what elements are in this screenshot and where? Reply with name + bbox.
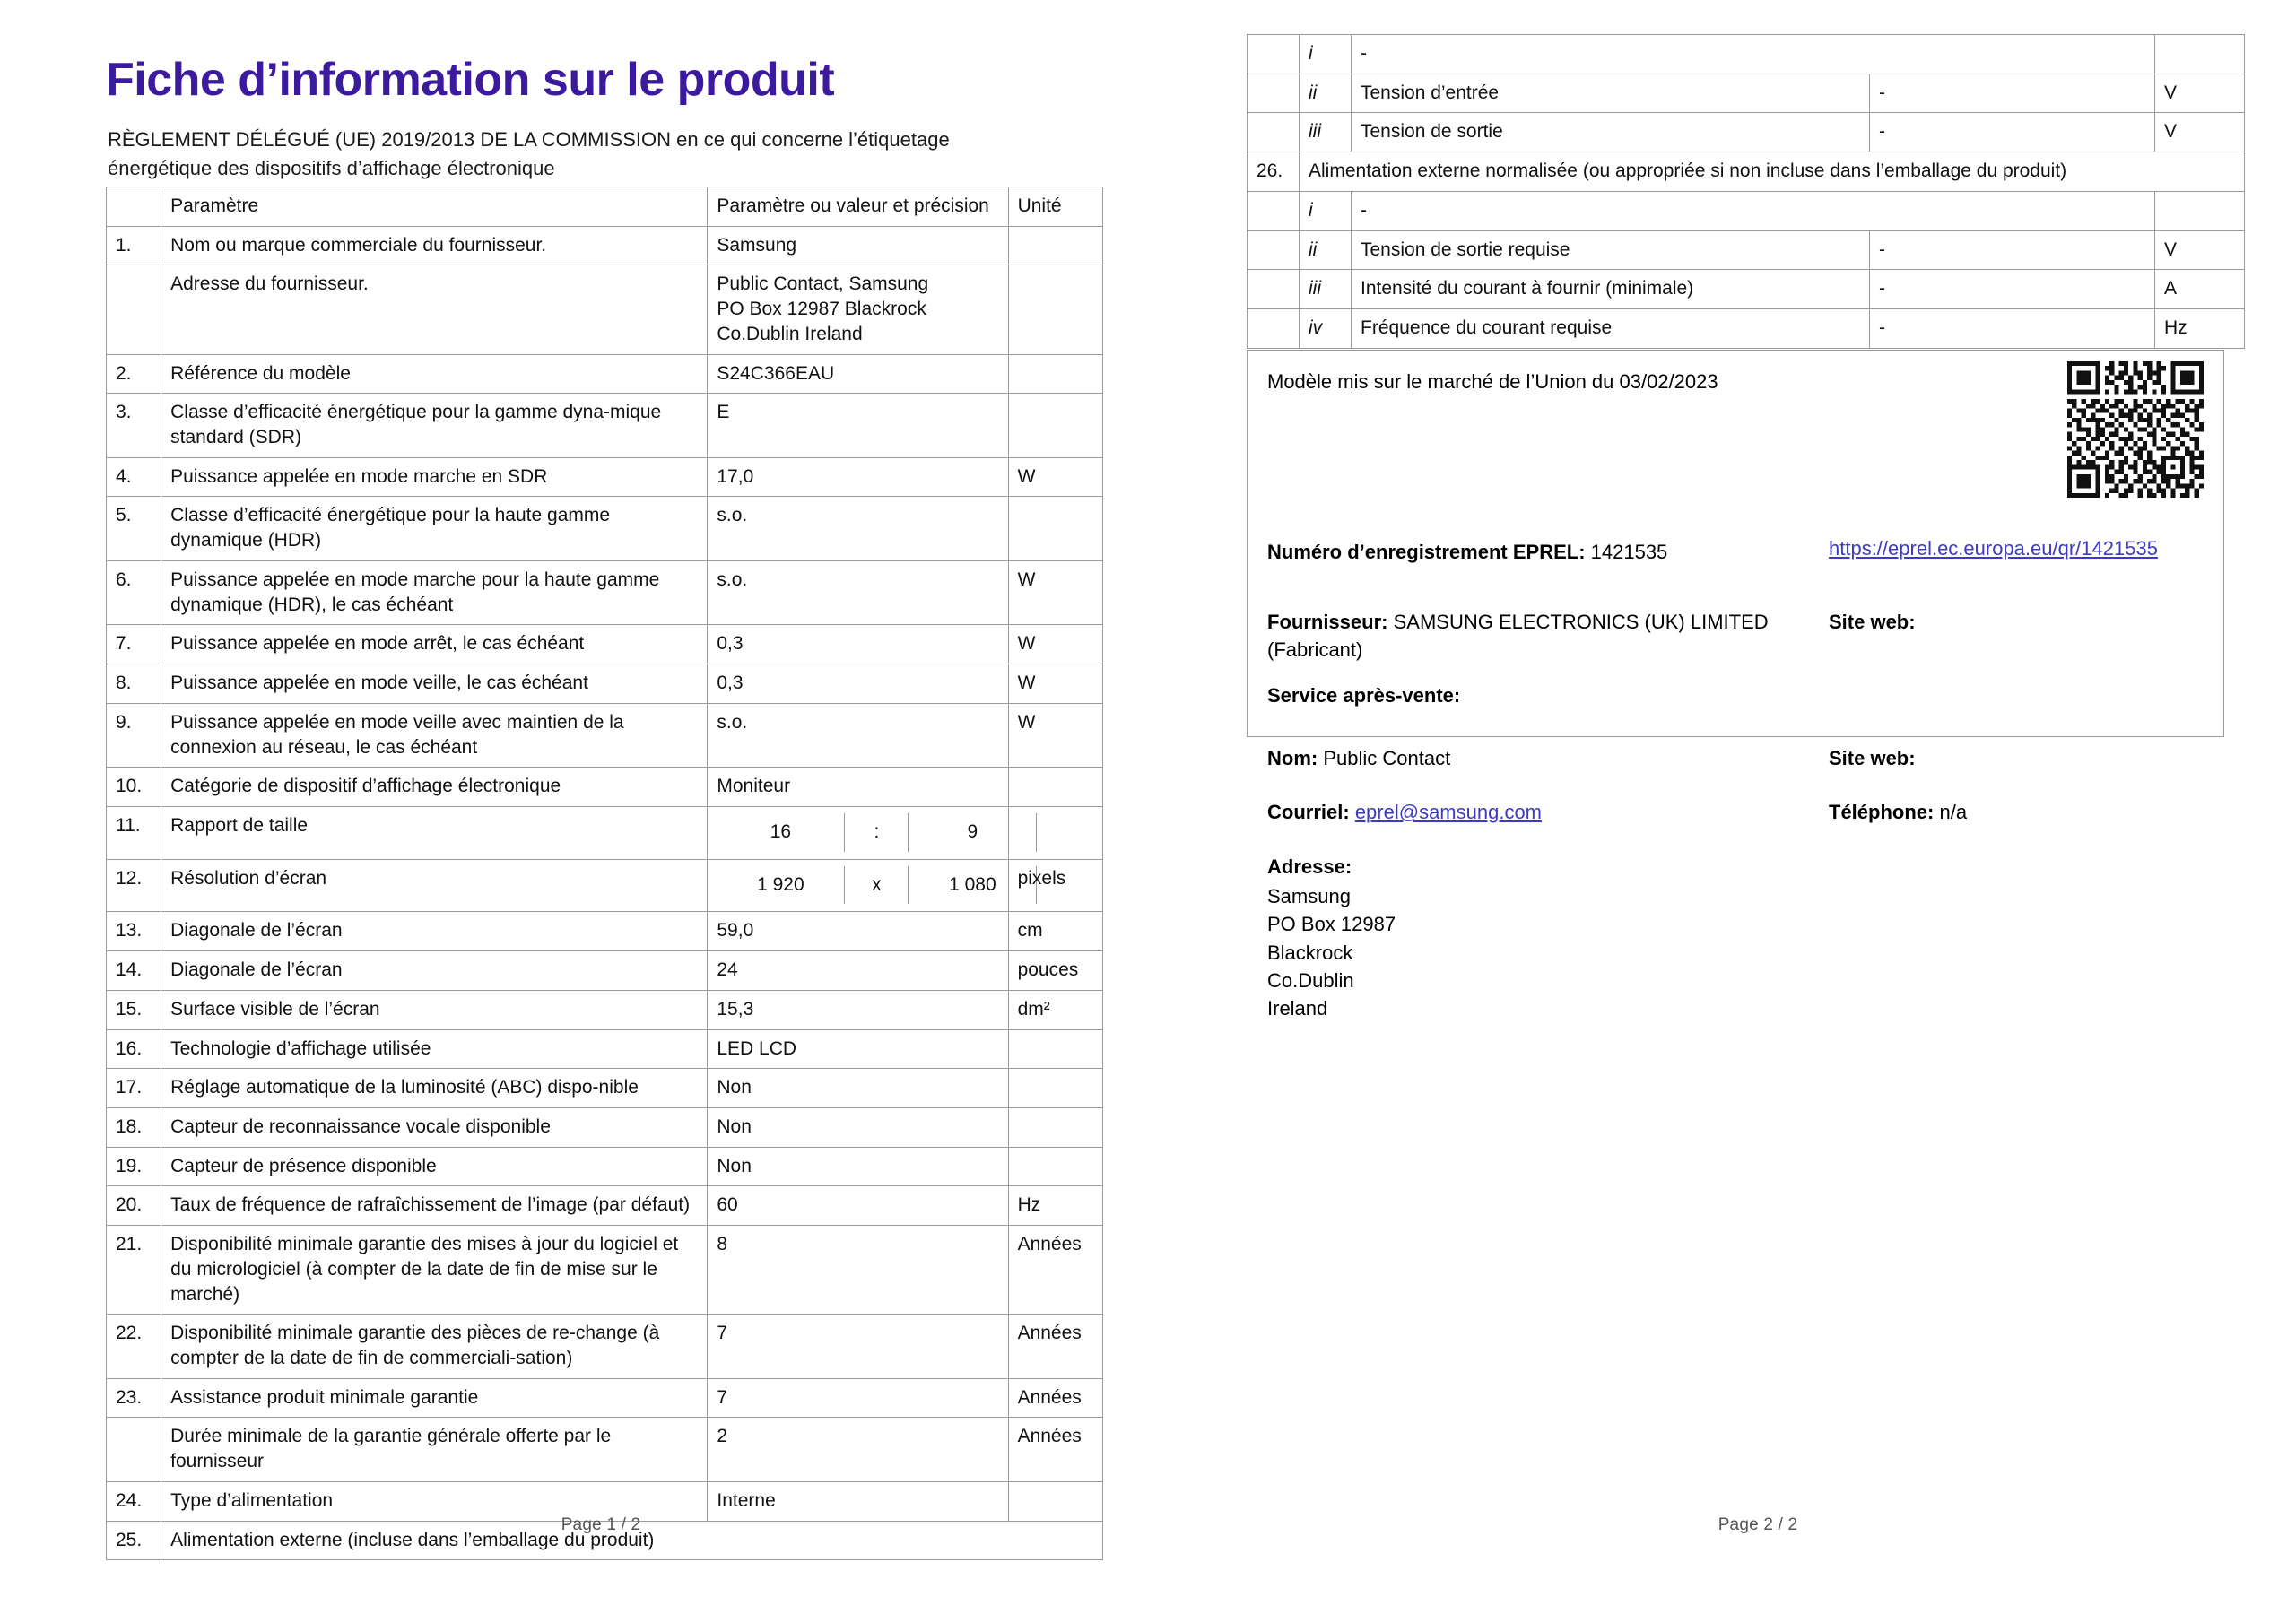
- row-unit: [1008, 1107, 1102, 1147]
- row-unit: dm²: [1008, 990, 1102, 1029]
- row-value: 24: [708, 951, 1008, 991]
- table-row: [1248, 113, 2245, 152]
- table-row: [107, 859, 1103, 912]
- row-number: 4.: [107, 457, 161, 497]
- row-parameter: Durée minimale de la garantie générale offerte par le fournisseur: [161, 1418, 708, 1481]
- eprel-value: 1421535: [1590, 541, 1668, 563]
- row-roman-numeral: iii: [1300, 113, 1352, 152]
- row-unit: pixels: [1008, 859, 1102, 912]
- row-parameter: Puissance appelée en mode veille avec maintien de la connexion au réseau, le cas échéant: [161, 703, 708, 767]
- row-number: 3.: [107, 394, 161, 457]
- table-row: [107, 560, 1103, 624]
- table-row: [107, 1315, 1103, 1378]
- row-roman-numeral: iii: [1300, 270, 1352, 309]
- row-number: 11.: [107, 806, 161, 859]
- row-value: 17,0: [708, 457, 1008, 497]
- row-value: 8: [708, 1226, 1008, 1315]
- row-parameter: Nom ou marque commerciale du fournisseur.: [161, 226, 708, 265]
- regulation-subtitle: [108, 126, 1004, 183]
- table-row: [107, 1107, 1103, 1147]
- row-number: [1248, 309, 1300, 349]
- row-number: 14.: [107, 951, 161, 991]
- service-website-row: [1829, 745, 2205, 773]
- row-parameter: Adresse du fournisseur.: [161, 265, 708, 354]
- row-label: Fréquence du courant requise: [1352, 309, 1870, 349]
- table-row: [107, 951, 1103, 991]
- page-title: Fiche d’information sur le produit: [106, 54, 835, 106]
- table-row: [107, 1418, 1103, 1481]
- contact-name-value: Public Contact: [1323, 747, 1451, 769]
- service-website-label: Site web:: [1829, 747, 1916, 769]
- table-row: [107, 265, 1103, 354]
- regulation-scope: en ce qui concerne l’étiquetage énergétique des dispositifs d’affichage électronique: [108, 128, 950, 179]
- row-value-b: 9: [909, 813, 1037, 852]
- row-unit: V: [2155, 74, 2245, 113]
- row-label: -: [1352, 35, 2155, 74]
- row-number: 18.: [107, 1107, 161, 1147]
- row-value: Non: [708, 1069, 1008, 1108]
- row-value: 15,3: [708, 990, 1008, 1029]
- eprel-url-link[interactable]: https://eprel.ec.europa.eu/qr/1421535: [1829, 537, 2158, 560]
- row-number: 8.: [107, 664, 161, 704]
- row-number: 10.: [107, 768, 161, 807]
- row-label: Tension de sortie requise: [1352, 230, 1870, 270]
- row-unit: [1008, 768, 1102, 807]
- row-value: Samsung: [708, 226, 1008, 265]
- row-parameter: Disponibilité minimale garantie des pièces de re-change (à compter de la date de fin de commerciali-sation): [161, 1315, 708, 1378]
- row-number: 19.: [107, 1147, 161, 1186]
- header-value: Paramètre ou valeur et précision: [708, 187, 1008, 227]
- row-parameter: Capteur de reconnaissance vocale disponible: [161, 1107, 708, 1147]
- row-unit: [1008, 226, 1102, 265]
- row-value: 59,0: [708, 912, 1008, 951]
- row-unit: [1008, 354, 1102, 394]
- row-value: 7: [708, 1315, 1008, 1378]
- row-unit: [1008, 1029, 1102, 1069]
- table-row: [107, 1029, 1103, 1069]
- row-parameter: Diagonale de l’écran: [161, 912, 708, 951]
- row-parameter: Puissance appelée en mode marche en SDR: [161, 457, 708, 497]
- row-value: Non: [708, 1107, 1008, 1147]
- header-unit: Unité: [1008, 187, 1102, 227]
- row-unit: W: [1008, 457, 1102, 497]
- row-unit: W: [1008, 664, 1102, 704]
- row-value-split: [708, 859, 1008, 912]
- row-number: [107, 265, 161, 354]
- row-roman-numeral: i: [1300, 191, 1352, 230]
- row-number: 26.: [1248, 152, 1300, 192]
- row-parameter: Classe d’efficacité énergétique pour la haute gamme dynamique (HDR): [161, 497, 708, 560]
- after-sales-row: [1267, 682, 1805, 710]
- row-number: [1248, 270, 1300, 309]
- row-parameter: Rapport de taille: [161, 806, 708, 859]
- table-row: [107, 354, 1103, 394]
- row-unit: V: [2155, 113, 2245, 152]
- row-unit: Années: [1008, 1418, 1102, 1481]
- row-number: [1248, 35, 1300, 74]
- row-parameter: Classe d’efficacité énergétique pour la gamme dyna-mique standard (SDR): [161, 394, 708, 457]
- table-row: [1248, 152, 2245, 192]
- table-row: [107, 497, 1103, 560]
- external-power-supply-table: [1247, 34, 2245, 349]
- regulation-reference: RÈGLEMENT DÉLÉGUÉ (UE) 2019/2013 DE LA COMMISSION: [108, 128, 672, 151]
- row-value: s.o.: [708, 560, 1008, 624]
- row-parameter: Type d’alimentation: [161, 1481, 708, 1521]
- table-row: [107, 1147, 1103, 1186]
- row-value: -: [1870, 270, 2155, 309]
- after-sales-label: Service après-vente:: [1267, 684, 1461, 707]
- row-parameter: Puissance appelée en mode veille, le cas échéant: [161, 664, 708, 704]
- header-number: [107, 187, 161, 227]
- row-label: -: [1352, 191, 2155, 230]
- row-unit: [1008, 265, 1102, 354]
- table-row: [107, 912, 1103, 951]
- eprel-label: Numéro d’enregistrement EPREL:: [1267, 541, 1586, 563]
- page-1: [99, 0, 1157, 1623]
- contact-phone-row: [1829, 799, 2205, 827]
- row-unit: [1008, 1147, 1102, 1186]
- contact-email-link[interactable]: eprel@samsung.com: [1354, 801, 1543, 823]
- row-parameter: Référence du modèle: [161, 354, 708, 394]
- page-2: [1247, 0, 2296, 1623]
- table-row: [107, 768, 1103, 807]
- table-row: [107, 226, 1103, 265]
- table-row: [107, 1226, 1103, 1315]
- contact-address-label: Adresse:: [1267, 855, 1352, 878]
- row-number: [1248, 230, 1300, 270]
- row-parameter: Puissance appelée en mode arrêt, le cas échéant: [161, 625, 708, 664]
- supplier-website-row: [1829, 609, 2205, 637]
- row-unit: Hz: [2155, 309, 2245, 349]
- row-value: 0,3: [708, 625, 1008, 664]
- table-row: [1248, 74, 2245, 113]
- contact-name-row: [1267, 745, 1805, 773]
- row-number: 13.: [107, 912, 161, 951]
- row-unit: [1008, 806, 1102, 859]
- supplier-website-label: Site web:: [1829, 611, 1916, 633]
- table-row: [107, 625, 1103, 664]
- qr-code: [2067, 361, 2204, 498]
- row-label: Alimentation externe normalisée (ou appropriée si non incluse dans l’emballage du produit): [1300, 152, 2245, 192]
- table-row: [1248, 35, 2245, 74]
- row-parameter: Puissance appelée en mode marche pour la haute gamme dynamique (HDR), le cas échéant: [161, 560, 708, 624]
- row-value: Moniteur: [708, 768, 1008, 807]
- table-header-row: [107, 187, 1103, 227]
- table-row: [1248, 230, 2245, 270]
- table-row: [107, 394, 1103, 457]
- row-value: -: [1870, 74, 2155, 113]
- row-number: 24.: [107, 1481, 161, 1521]
- row-value: -: [1870, 113, 2155, 152]
- contact-address-block: [1267, 853, 1805, 1022]
- row-number: 20.: [107, 1186, 161, 1226]
- row-number: 17.: [107, 1069, 161, 1108]
- contact-email-label: Courriel:: [1267, 801, 1350, 823]
- page-1-footer: Page 1 / 2: [561, 1515, 641, 1534]
- row-value-b: 1 080: [909, 866, 1037, 905]
- row-parameter: Diagonale de l’écran: [161, 951, 708, 991]
- row-number: 16.: [107, 1029, 161, 1069]
- row-number: [1248, 113, 1300, 152]
- row-value-a: 16: [717, 813, 845, 852]
- row-value: Non: [708, 1147, 1008, 1186]
- row-number: 2.: [107, 354, 161, 394]
- row-value-separator: :: [845, 813, 909, 852]
- row-unit: pouces: [1008, 951, 1102, 991]
- table-row: [107, 1378, 1103, 1418]
- row-unit: W: [1008, 625, 1102, 664]
- row-unit: A: [2155, 270, 2245, 309]
- row-number: 21.: [107, 1226, 161, 1315]
- table-row: [1248, 270, 2245, 309]
- row-number: 12.: [107, 859, 161, 912]
- row-unit: [1008, 497, 1102, 560]
- product-parameters-table: [106, 187, 1103, 1560]
- row-value: 60: [708, 1186, 1008, 1226]
- table-row: [107, 1186, 1103, 1226]
- eprel-registration: [1267, 539, 1805, 567]
- row-unit: [2155, 35, 2245, 74]
- row-value: LED LCD: [708, 1029, 1008, 1069]
- product-parameters-body: [107, 226, 1103, 1560]
- row-parameter: Technologie d’affichage utilisée: [161, 1029, 708, 1069]
- row-value: S24C366EAU: [708, 354, 1008, 394]
- supplier-value: SAMSUNG ELECTRONICS (UK) LIMITED (Fabricant): [1267, 611, 1769, 661]
- row-value: Public Contact, Samsung PO Box 12987 Blackrock Co.Dublin Ireland: [708, 265, 1008, 354]
- row-value: s.o.: [708, 497, 1008, 560]
- row-unit: Années: [1008, 1378, 1102, 1418]
- contact-phone-value: n/a: [1939, 801, 1968, 823]
- table-row: [107, 703, 1103, 767]
- row-value-separator: x: [845, 866, 909, 905]
- table-row: [107, 806, 1103, 859]
- row-number: 22.: [107, 1315, 161, 1378]
- row-roman-numeral: ii: [1300, 230, 1352, 270]
- row-unit: V: [2155, 230, 2245, 270]
- row-number: [1248, 191, 1300, 230]
- row-number: [1248, 74, 1300, 113]
- row-number: [107, 1418, 161, 1481]
- row-parameter: Catégorie de dispositif d’affichage électronique: [161, 768, 708, 807]
- contact-email-row: [1267, 799, 1805, 827]
- contact-phone-label: Téléphone:: [1829, 801, 1935, 823]
- row-roman-numeral: i: [1300, 35, 1352, 74]
- table-row: [1248, 191, 2245, 230]
- row-unit: Années: [1008, 1226, 1102, 1315]
- row-number: 25.: [107, 1521, 161, 1560]
- table-row: [107, 1069, 1103, 1108]
- row-parameter: Alimentation externe (incluse dans l’emballage du produit): [161, 1521, 1103, 1560]
- row-label: Intensité du courant à fournir (minimale): [1352, 270, 1870, 309]
- row-value: 2: [708, 1418, 1008, 1481]
- row-number: 1.: [107, 226, 161, 265]
- table-row: [107, 664, 1103, 704]
- table-row: [107, 990, 1103, 1029]
- row-value: E: [708, 394, 1008, 457]
- row-value: Interne: [708, 1481, 1008, 1521]
- row-parameter: Disponibilité minimale garantie des mises à jour du logiciel et du micrologiciel (à compter de la date de fin de mise sur le marché): [161, 1226, 708, 1315]
- row-number: 6.: [107, 560, 161, 624]
- row-parameter: Résolution d’écran: [161, 859, 708, 912]
- contact-address-lines: Samsung PO Box 12987 Blackrock Co.Dublin Ireland: [1267, 885, 1396, 1020]
- row-value: s.o.: [708, 703, 1008, 767]
- row-number: 15.: [107, 990, 161, 1029]
- row-label: Tension de sortie: [1352, 113, 1870, 152]
- supplier-row: [1267, 609, 1805, 664]
- row-value-split: [708, 806, 1008, 859]
- row-parameter: Assistance produit minimale garantie: [161, 1378, 708, 1418]
- supplier-label: Fournisseur:: [1267, 611, 1388, 633]
- row-unit: [2155, 191, 2245, 230]
- row-number: 7.: [107, 625, 161, 664]
- row-parameter: Capteur de présence disponible: [161, 1147, 708, 1186]
- supplier-info-box: [1247, 350, 2224, 1020]
- contact-name-label: Nom:: [1267, 747, 1318, 769]
- row-unit: [1008, 394, 1102, 457]
- external-power-supply-body: [1248, 35, 2245, 349]
- row-parameter: Réglage automatique de la luminosité (ABC) dispo-nible: [161, 1069, 708, 1108]
- header-parameter: Paramètre: [161, 187, 708, 227]
- row-value: 0,3: [708, 664, 1008, 704]
- eprel-url-wrap: [1829, 535, 2205, 563]
- table-row: [107, 457, 1103, 497]
- page-2-footer: Page 2 / 2: [1718, 1515, 1798, 1534]
- table-row: [1248, 309, 2245, 349]
- row-value: -: [1870, 309, 2155, 349]
- row-unit: cm: [1008, 912, 1102, 951]
- row-label: Tension d’entrée: [1352, 74, 1870, 113]
- row-number: 5.: [107, 497, 161, 560]
- row-unit: W: [1008, 703, 1102, 767]
- row-value: 7: [708, 1378, 1008, 1418]
- row-value-a: 1 920: [717, 866, 845, 905]
- row-parameter: Surface visible de l’écran: [161, 990, 708, 1029]
- row-unit: W: [1008, 560, 1102, 624]
- row-unit: Années: [1008, 1315, 1102, 1378]
- row-number: 23.: [107, 1378, 161, 1418]
- row-unit: Hz: [1008, 1186, 1102, 1226]
- row-parameter: Taux de fréquence de rafraîchissement de l’image (par défaut): [161, 1186, 708, 1226]
- row-roman-numeral: iv: [1300, 309, 1352, 349]
- row-unit: [1008, 1069, 1102, 1108]
- row-number: 9.: [107, 703, 161, 767]
- row-roman-numeral: ii: [1300, 74, 1352, 113]
- market-placement-date: Modèle mis sur le marché de l’Union du 03/02/2023: [1267, 370, 1718, 393]
- row-value: -: [1870, 230, 2155, 270]
